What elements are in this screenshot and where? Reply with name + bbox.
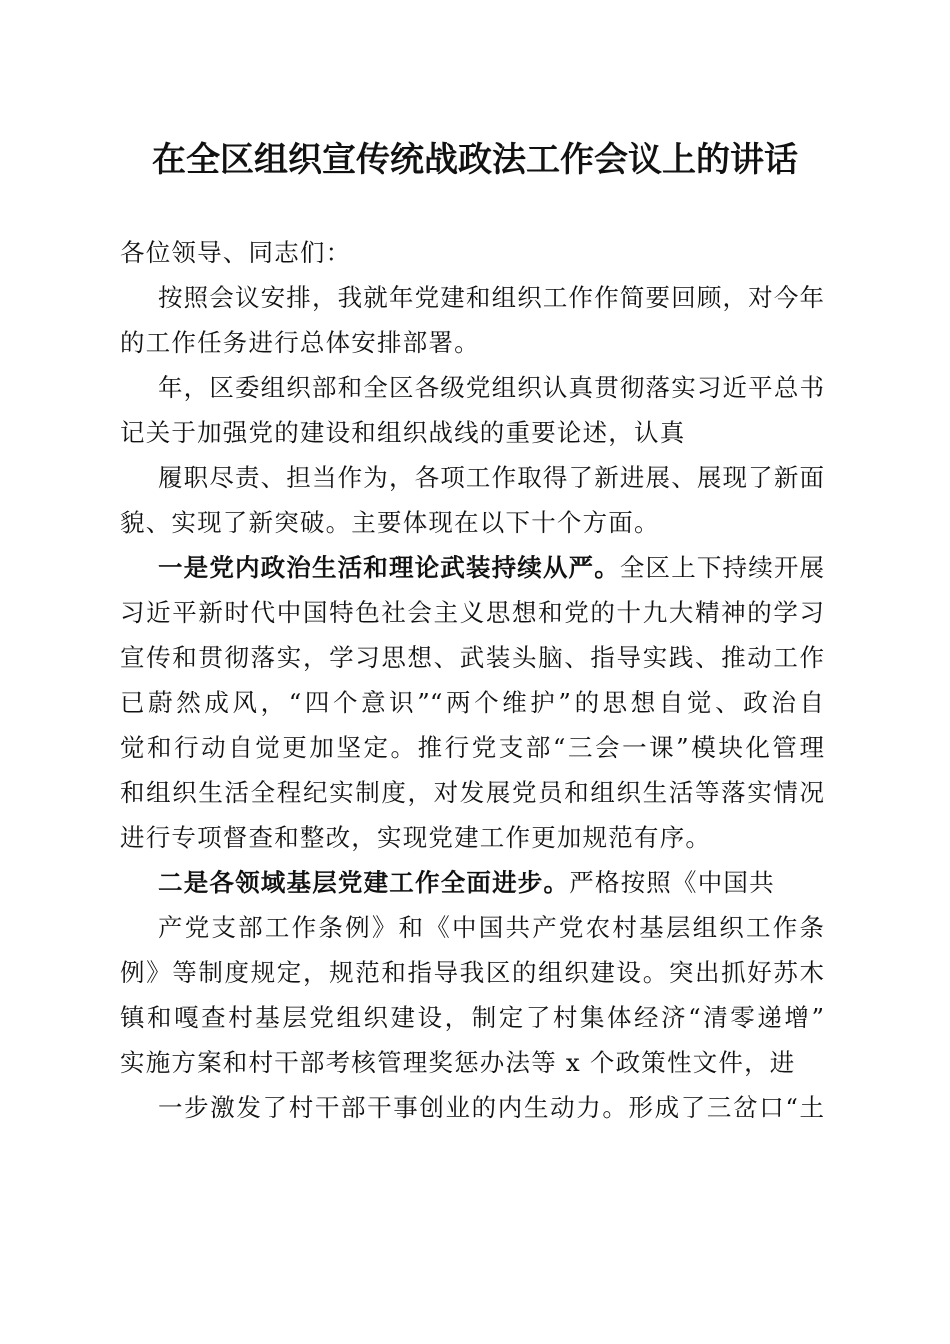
paragraph-3-line-2: 貌、实现了新突破。主要体现在以下十个方面。 xyxy=(120,508,660,537)
salutation: 各位领导、同志们： xyxy=(120,238,352,267)
paragraph-4-line-7: 进行专项督查和整改，实现党建工作更加规范有序。 xyxy=(120,823,712,852)
paragraph-2-line-2: 记关于加强党的建设和组织战线的重要论述，认真 xyxy=(120,418,686,447)
paragraph-4-line-5: 觉和行动自觉更加坚定。推行党支部“三会一课”模块化管理 xyxy=(120,733,824,762)
paragraph-4-line-2: 习近平新时代中国特色社会主义思想和党的十九大精神的学习 xyxy=(120,598,824,627)
paragraph-4-first-rest: 全区上下持续开展 xyxy=(619,553,825,582)
paragraph-4-line-4: 已蔚然成风，“四个意识”“两个维护”的思想自觉、政治自 xyxy=(120,688,824,717)
paragraph-6-line-4: 实施方案和村干部考核管理奖惩办法等 x 个政策性文件，进 xyxy=(120,1048,796,1077)
paragraph-2-line-1: 年，区委组织部和全区各级党组织认真贯彻落实习近平总书 xyxy=(158,373,824,402)
paragraph-4-lead: 一是党内政治生活和理论武装持续从严。 xyxy=(158,553,620,582)
paragraph-5-lead: 二是各领域基层党建工作全面进步。 xyxy=(158,868,570,897)
paragraph-1-line-2: 的工作任务进行总体安排部署。 xyxy=(120,328,480,357)
paragraph-7-line-1: 一步激发了村干部干事创业的内生动力。形成了三岔口“土 xyxy=(158,1093,824,1122)
document-title: 在全区组织宣传统战政法工作会议上的讲话 xyxy=(152,140,798,180)
paragraph-4-line-3: 宣传和贯彻落实，学习思想、武装头脑、指导实践、推动工作 xyxy=(120,643,824,672)
paragraph-4-line-1 xyxy=(158,553,824,583)
paragraph-3-line-1: 履职尽责、担当作为，各项工作取得了新进展、展现了新面 xyxy=(158,463,824,492)
paragraph-5-first-rest: 严格按照《中国共 xyxy=(569,868,775,897)
paragraph-1-line-1: 按照会议安排，我就年党建和组织工作作简要回顾，对今年 xyxy=(158,283,824,312)
paragraph-6-line-3: 镇和嘎查村基层党组织建设，制定了村集体经济“清零递增” xyxy=(120,1003,824,1032)
paragraph-6-line-1: 产党支部工作条例》和《中国共产党农村基层组织工作条 xyxy=(158,913,824,942)
paragraph-4-line-6: 和组织生活全程纪实制度，对发展党员和组织生活等落实情况 xyxy=(120,778,824,807)
paragraph-5-line-1 xyxy=(158,868,775,898)
paragraph-6-line-2: 例》等制度规定，规范和指导我区的组织建设。突出抓好苏木 xyxy=(120,958,824,987)
